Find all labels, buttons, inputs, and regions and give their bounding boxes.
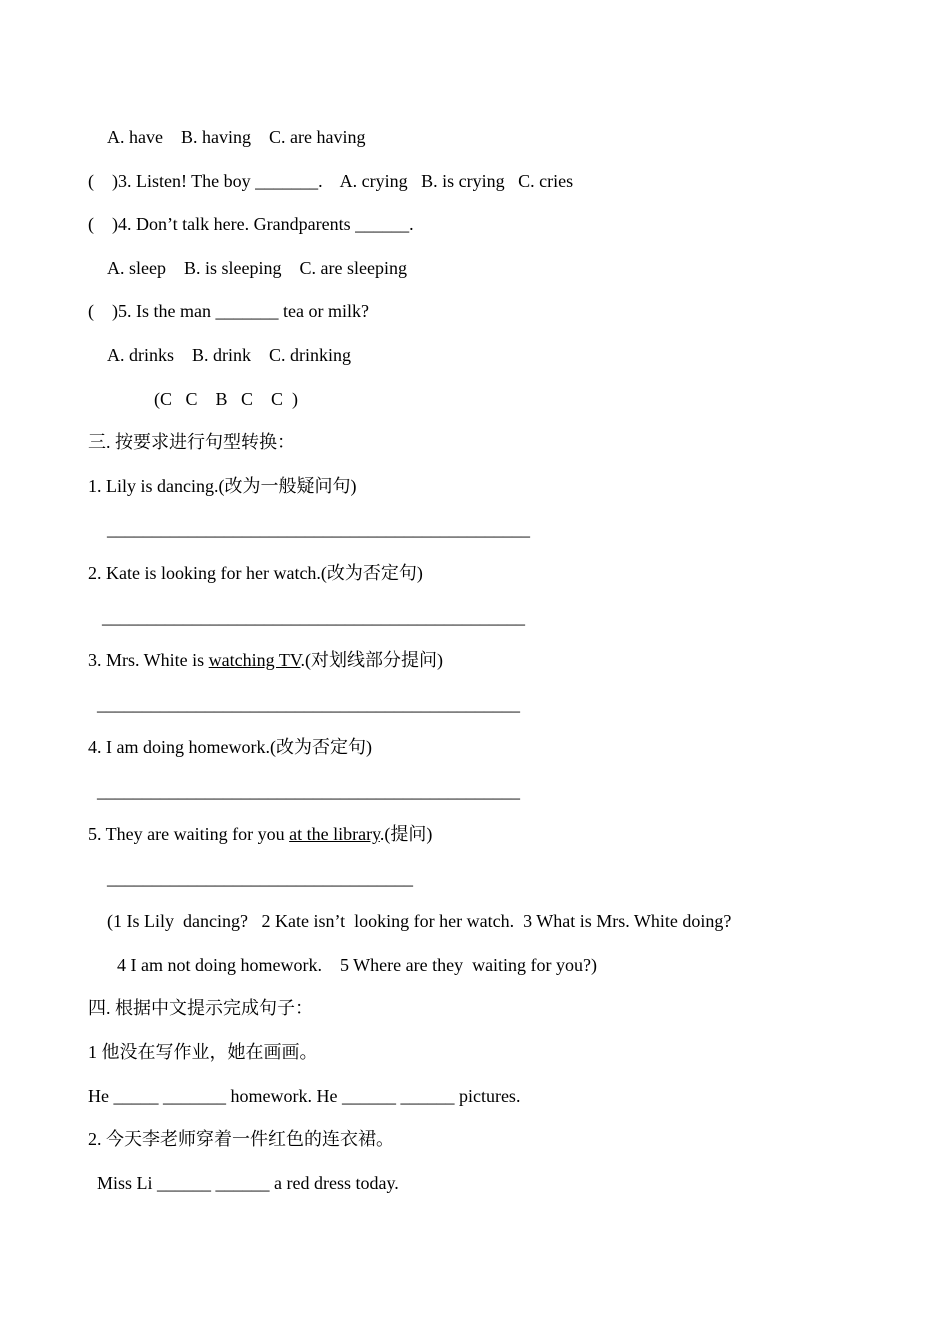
s3-blank-1: _______________________________________________	[107, 519, 530, 539]
s4-question-2-english: Miss Li ______ ______ a red dress today.	[97, 1173, 399, 1193]
s3-q5-instruction: .(提问)	[379, 824, 433, 844]
s3-blank-2: _______________________________________________	[102, 607, 525, 627]
s4-question-1-english: He _____ _______ homework. He ______ ______ pictures.	[88, 1086, 521, 1106]
question-4: ( )4. Don’t talk here. Grandparents ______.	[88, 214, 414, 234]
q2-options: A. have B. having C. are having	[107, 127, 366, 147]
s3-question-2: 2. Kate is looking for her watch.(改为否定句)	[88, 563, 423, 583]
s3-answers-line-2: 4 I am not doing homework. 5 Where are they waiting for you?)	[117, 955, 598, 975]
s3-q3-instruction: .(对划线部分提问)	[300, 650, 443, 670]
q4-options: A. sleep B. is sleeping C. are sleeping	[107, 258, 407, 278]
section2-answers: (C C B C C )	[154, 389, 299, 409]
s3-question-4: 4. I am doing homework.(改为否定句)	[88, 737, 372, 757]
s3-blank-5: __________________________________	[107, 868, 413, 888]
s3-blank-3: _______________________________________________	[97, 694, 520, 714]
s3-answers-line-1: (1 Is Lily dancing? 2 Kate isn’t looking for her watch. 3 What is Mrs. White doing?	[107, 911, 732, 931]
question-5: ( )5. Is the man _______ tea or milk?	[88, 301, 369, 321]
s3-blank-4: _______________________________________________	[97, 781, 520, 801]
s3-q5-underlined: at the library	[289, 824, 380, 844]
s3-question-5	[88, 823, 432, 845]
s3-q3-text: 3. Mrs. White is	[88, 650, 209, 670]
section4-heading: 四. 根据中文提示完成句子：	[88, 998, 313, 1018]
s3-q5-text: 5. They are waiting for you	[88, 824, 290, 844]
s4-question-2-chinese: 2. 今天李老师穿着一件红色的连衣裙。	[88, 1129, 394, 1149]
q5-options: A. drinks B. drink C. drinking	[107, 345, 352, 365]
s3-question-3	[88, 649, 443, 671]
question-3: ( )3. Listen! The boy _______. A. crying B. is crying C. cries	[88, 171, 574, 191]
section3-heading: 三. 按要求进行句型转换：	[88, 432, 295, 452]
s3-q3-underlined: watching TV	[208, 650, 301, 670]
s4-question-1-chinese: 1 他没在写作业，她在画画。	[88, 1042, 318, 1062]
s3-question-1: 1. Lily is dancing.(改为一般疑问句)	[88, 476, 357, 496]
